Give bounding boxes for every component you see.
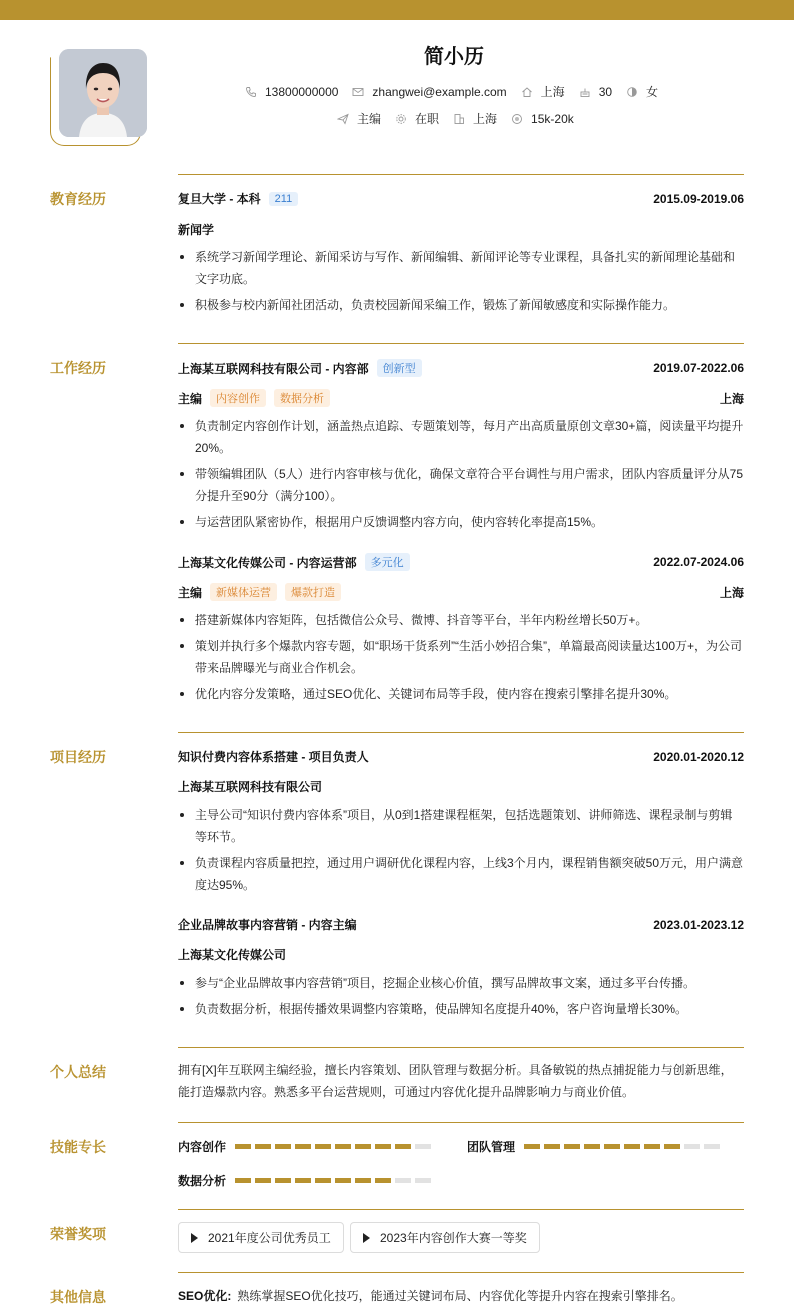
skill-name: 内容创作: [178, 1140, 227, 1154]
skill-level-bar: [235, 1178, 435, 1183]
education-bullets: [178, 246, 744, 320]
other-text: 熟练掌握SEO优化技巧，能通过关键词布局、内容优化等提升内容在搜索引擎排名。: [237, 1289, 683, 1303]
list-item: 策划并执行多个爆款内容专题，如“职场干货系列”“生活小妙招合集”，单篇最高阅读量达100万+，为公司带来品牌曝光与商业合作机会。: [178, 635, 744, 679]
skill-segment-filled: [275, 1178, 291, 1183]
project-company: [178, 946, 744, 963]
project-header: [178, 916, 744, 933]
skills-title: 技能专长: [50, 1139, 106, 1155]
skill-segment-filled: [235, 1178, 251, 1183]
list-item: 参与“企业品牌故事内容营销”项目，挖掘企业核心价值，撰写品牌故事文案，通过多平台传播。: [178, 972, 744, 994]
gender-icon: [626, 86, 638, 98]
school-name: 复旦大学 - 本科: [178, 192, 261, 206]
skill-name: 数据分析: [178, 1174, 227, 1188]
job-location: 上海: [719, 391, 744, 406]
job-bullets: [178, 609, 744, 709]
salary-item: [511, 112, 574, 126]
skill-segment-filled: [315, 1178, 331, 1183]
skill-segment-empty: [704, 1144, 720, 1149]
list-item: 负责制定内容创作计划，涵盖热点追踪、专题策划等，每月产出高质量原创文章30+篇，阅读量平均提升20%。: [178, 415, 744, 459]
position-item: [337, 110, 381, 127]
list-item: 系统学习新闻学理论、新闻采访与写作、新闻编辑、新闻评论等专业课程，具备扎实的新闻理论基础和文字功底。: [178, 246, 744, 290]
skill-segment-filled: [335, 1178, 351, 1183]
skill-segment-filled: [664, 1144, 680, 1149]
education-date: 2015.09-2019.06: [653, 191, 744, 206]
job-role-row: [178, 583, 744, 601]
job-bullets: [178, 415, 744, 537]
email-item: [352, 85, 506, 99]
skill-item: [178, 1138, 435, 1155]
skill-segment-filled: [644, 1144, 660, 1149]
section-divider: [178, 1272, 744, 1273]
position-text: 主编: [357, 112, 382, 126]
skill-tag: 新媒体运营: [210, 583, 277, 601]
age-text: 30: [598, 84, 613, 99]
salary-text: 15k-20k: [531, 111, 574, 126]
list-item: 搭建新媒体内容矩阵，包括微信公众号、微博、抖音等平台，半年内粉丝增长50万+。: [178, 609, 744, 631]
coin-icon: [511, 113, 523, 125]
skill-segment-empty: [395, 1178, 411, 1183]
skill-segment-filled: [395, 1144, 411, 1149]
skill-name: 团队管理: [467, 1140, 516, 1154]
other-label: SEO优化:: [178, 1289, 232, 1303]
section-divider: [178, 1047, 744, 1048]
skill-segment-filled: [544, 1144, 560, 1149]
education-header: [178, 190, 744, 207]
status-text: 在职: [415, 112, 440, 126]
project-bullets: [178, 972, 744, 1024]
skill-segment-filled: [564, 1144, 580, 1149]
contact-row: [245, 83, 672, 100]
skill-segment-filled: [275, 1144, 291, 1149]
job-location: 上海: [719, 585, 744, 600]
skill-segment-filled: [255, 1178, 271, 1183]
project-company-text: 上海某文化传媒公司: [178, 948, 287, 962]
skill-segment-filled: [355, 1178, 371, 1183]
skill-segment-filled: [295, 1178, 311, 1183]
target-city-text: 上海: [473, 112, 498, 126]
send-icon: [337, 113, 349, 125]
skill-tag: 爆款打造: [285, 583, 341, 601]
email-text: zhangwei@example.com: [372, 84, 507, 99]
job-role: 主编: [178, 391, 203, 406]
phone-item: [245, 85, 338, 99]
skill-item: [178, 1172, 435, 1189]
project-company: [178, 778, 744, 795]
skill-segment-filled: [335, 1144, 351, 1149]
job-header: [178, 553, 744, 571]
award-chip: [350, 1222, 540, 1253]
skill-segment-filled: [584, 1144, 600, 1149]
play-icon: [191, 1233, 198, 1243]
target-city-item: [453, 110, 497, 127]
other-info: [178, 1287, 683, 1304]
award-chip: [178, 1222, 344, 1253]
list-item: 与运营团队紧密协作，根据用户反馈调整内容方向，使内容转化率提高15%。: [178, 511, 744, 533]
award-text: 2021年度公司优秀员工: [208, 1231, 331, 1245]
list-item: 积极参与校内新闻社团活动，负责校园新闻采编工作，锻炼了新闻敏感度和实际操作能力。: [178, 294, 744, 316]
company-name: 上海某互联网科技有限公司 - 内容部: [178, 361, 369, 376]
list-item: 负责数据分析，根据传播效果调整内容策略，使品牌知名度提升40%，客户咨询量增长30%。: [178, 998, 744, 1020]
summary-text: 拥有[X]年互联网主编经验，擅长内容策划、团队管理与数据分析。具备敏锐的热点捕捉能力与创新思维，能打造爆款内容。熟悉多平台运营规则，可通过内容优化提升品牌影响力与商业价值。: [178, 1063, 733, 1099]
skill-tag: 内容创作: [210, 389, 266, 407]
resume-name: 简小历: [424, 46, 484, 68]
top-accent-bar: [0, 0, 794, 20]
section-divider: [178, 732, 744, 733]
skill-segment-empty: [415, 1144, 431, 1149]
list-item: 优化内容分发策略，通过SEO优化、关键词布局等手段，使内容在搜索引擎排名提升30%。: [178, 683, 744, 705]
skill-segment-filled: [524, 1144, 540, 1149]
section-divider: [178, 174, 744, 175]
summary-title: 个人总结: [50, 1064, 106, 1080]
gender-item: [626, 83, 658, 100]
skill-level-bar: [235, 1144, 435, 1149]
skill-item: [467, 1138, 724, 1155]
gear-icon: [395, 113, 407, 125]
section-divider: [178, 343, 744, 344]
job-role-row: [178, 389, 744, 407]
job-date: 2022.07-2024.06: [653, 555, 744, 569]
phone-text: 13800000000: [265, 84, 339, 99]
company-name: 上海某文化传媒公司 - 内容运营部: [178, 555, 357, 570]
skill-segment-filled: [604, 1144, 620, 1149]
job-intent-row: [337, 110, 588, 127]
gender-text: 女: [646, 85, 659, 99]
project-company-text: 上海某互联网科技有限公司: [178, 780, 323, 794]
company-badge: 创新型: [377, 359, 422, 377]
status-item: [395, 110, 439, 127]
project-bullets: [178, 804, 744, 900]
mail-icon: [352, 86, 364, 98]
education-title: 教育经历: [50, 191, 106, 207]
skill-segment-empty: [684, 1144, 700, 1149]
school-badge: 211: [269, 192, 299, 206]
home-icon: [521, 86, 533, 98]
awards-title: 荣誉奖项: [50, 1226, 106, 1242]
skill-segment-empty: [415, 1178, 431, 1183]
skill-segment-filled: [375, 1144, 391, 1149]
section-divider: [178, 1122, 744, 1123]
skill-level-bar: [524, 1144, 724, 1149]
skill-segment-filled: [235, 1144, 251, 1149]
company-badge: 多元化: [365, 553, 410, 571]
project-name: 企业品牌故事内容营销 - 内容主编: [178, 918, 357, 932]
job-role: 主编: [178, 585, 203, 600]
skill-segment-filled: [315, 1144, 331, 1149]
skill-segment-filled: [355, 1144, 371, 1149]
section-divider: [178, 1209, 744, 1210]
list-item: 负责课程内容质量把控，通过用户调研优化课程内容，上线3个月内，课程销售额突破50万元，用户满意度达95%。: [178, 852, 744, 896]
award-text: 2023年内容创作大赛一等奖: [380, 1231, 527, 1245]
major-text: 新闻学: [178, 223, 215, 237]
projects-title: 项目经历: [50, 749, 106, 765]
skill-segment-filled: [295, 1144, 311, 1149]
list-item: 带领编辑团队（5人）进行内容审核与优化，确保文章符合平台调性与用户需求，团队内容质量评分从75分提升至90分（满分100）。: [178, 463, 744, 507]
major: [178, 221, 744, 238]
work-title: 工作经历: [50, 360, 106, 376]
skill-segment-filled: [624, 1144, 640, 1149]
job-date: 2019.07-2022.06: [653, 361, 744, 375]
phone-icon: [245, 86, 257, 98]
project-header: [178, 748, 744, 765]
skill-tag: 数据分析: [274, 389, 330, 407]
age-item: [579, 85, 612, 99]
cake-icon: [579, 86, 591, 98]
job-header: [178, 359, 744, 377]
play-icon: [363, 1233, 370, 1243]
city-item: [521, 83, 565, 100]
project-date: 2020.01-2020.12: [653, 749, 744, 764]
other-title: 其他信息: [50, 1289, 106, 1305]
project-name: 知识付费内容体系搭建 - 项目负责人: [178, 750, 369, 764]
list-item: 主导公司“知识付费内容体系”项目，从0到1搭建课程框架，包括选题策划、讲师筛选、课程录制与剪辑等环节。: [178, 804, 744, 848]
city-text: 上海: [540, 85, 565, 99]
building-icon: [453, 113, 465, 125]
project-date: 2023.01-2023.12: [653, 917, 744, 932]
skill-segment-filled: [375, 1178, 391, 1183]
skill-segment-filled: [255, 1144, 271, 1149]
